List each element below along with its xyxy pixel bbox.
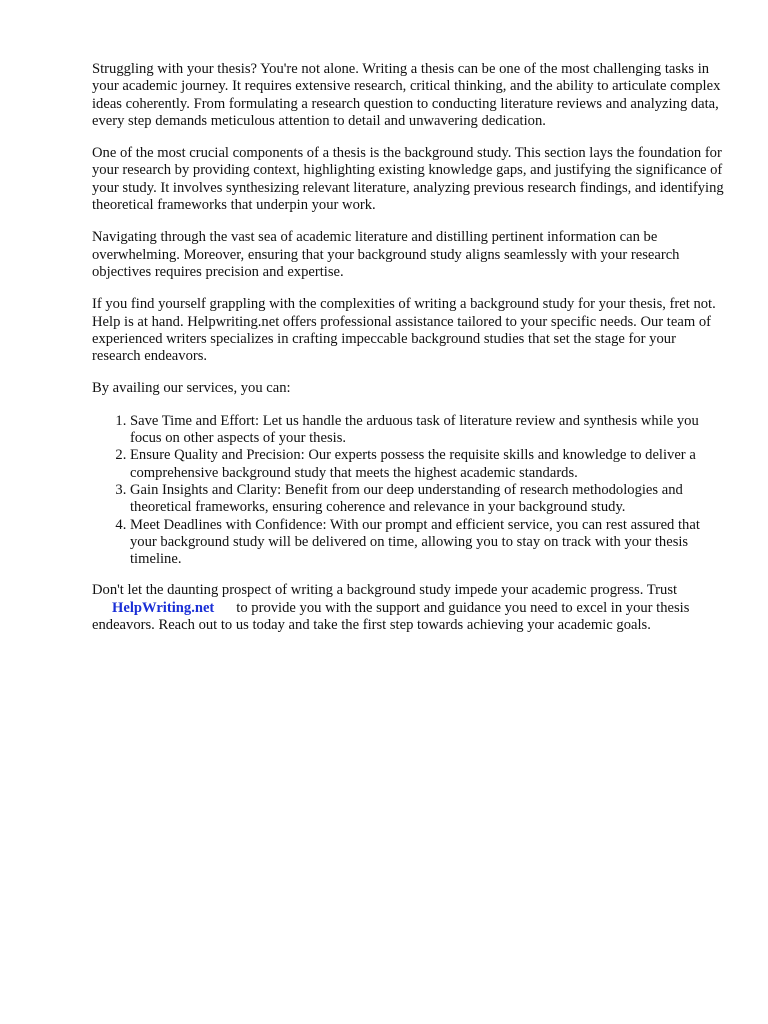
- list-item: 2. Ensure Quality and Precision: Our experts possess the requisite skills and knowledge to deliver a comprehensive background study that meets the highest academic standards.: [130, 447, 724, 482]
- list-item: 3. Gain Insights and Clarity: Benefit from our deep understanding of research methodologies and theoretical frameworks, ensuring coherence and relevance in your background study.: [130, 482, 724, 517]
- paragraph-navigating: Navigating through the vast sea of academic literature and distilling pertinent information can be overwhelming. Moreover, ensuring that your background study aligns seamlessly with your research objectives requires precision and expertise.: [92, 229, 680, 280]
- helpwriting-link[interactable]: HelpWriting.net: [112, 599, 215, 616]
- list-item: 4. Meet Deadlines with Confidence: With our prompt and efficient service, you can rest assured that your background study will be delivered on time, allowing you to stay on track with your thesis timeline.: [130, 517, 724, 569]
- paragraph-background-study: One of the most crucial components of a thesis is the background study. This section lays the foundation for your research by providing context, highlighting existing knowledge gaps, and justifying the significance of your study. It involves synthesizing relevant literature, analyzing previous research findings, and identifying theoretical frameworks that underpin your work.: [92, 145, 724, 214]
- paragraph-intro: Struggling with your thesis? You're not alone. Writing a thesis can be one of the most challenging tasks in your academic journey. It requires extensive research, critical thinking, and the ability to articulate complex ideas coherently. From formulating a research question to conducting literature reviews and analyzing data, every step demands meticulous attention to detail and unwavering dedication.: [92, 61, 721, 129]
- services-list: [92, 413, 724, 569]
- paragraph-help-offer: If you find yourself grappling with the complexities of writing a background study for your thesis, fret not. Help is at hand. Helpwriting.net offers professional assistance tailored to your specific needs. Our team of experienced writers specializes in crafting impeccable background studies that set the stage for your research endeavors.: [92, 296, 716, 365]
- closing-text-before-link: Don't let the daunting prospect of writing a background study impede your academic progress. Trust: [92, 582, 678, 599]
- list-item: 1. Save Time and Effort: Let us handle the arduous task of literature review and synthesis while you focus on other aspects of your thesis.: [130, 413, 724, 448]
- document-body: [92, 61, 724, 634]
- closing-text-after-link: to provide you with the support and guidance you need to excel in your thesis endeavors. Reach out to us today and take the first step towards achieving your academic goals.: [92, 599, 690, 634]
- paragraph-closing: [92, 582, 724, 634]
- paragraph-services-intro: By availing our services, you can:: [92, 380, 291, 397]
